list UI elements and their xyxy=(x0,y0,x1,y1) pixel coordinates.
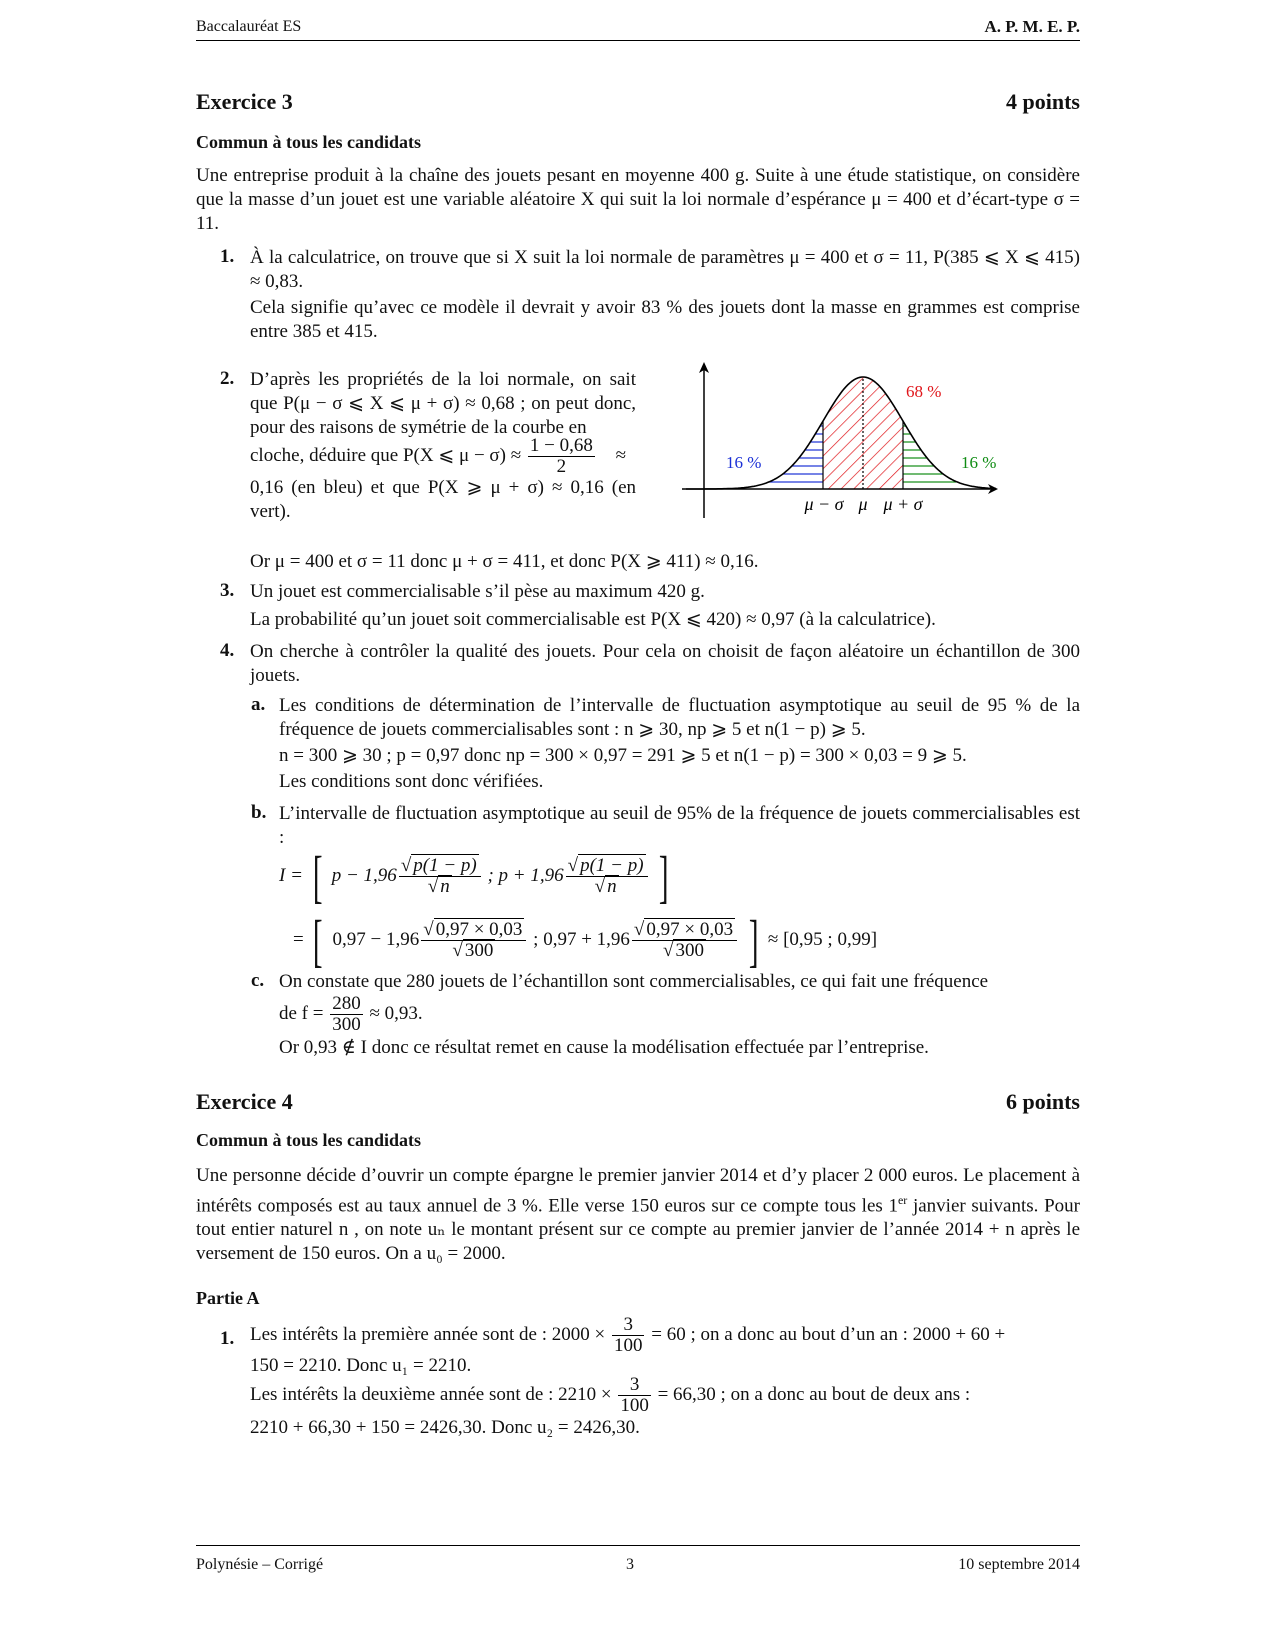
q2-line xyxy=(250,436,650,477)
formula1-a: p − 1,96 xyxy=(331,865,397,886)
ex4-title: Exercice 4 xyxy=(196,1089,293,1114)
ex4-intro-2: janvier suivants. Pour tout entier naturel n , on note uₙ le montant présent sur ce compte au premier janvier de l’année 2014 + n après le versement de 150 euros. On a u₀ = 2000. xyxy=(196,1195,1080,1265)
formula2-a: 0,97 − 1,96 xyxy=(332,929,420,950)
tick-mu: μ xyxy=(858,494,868,514)
ex3-title: Exercice 3 xyxy=(196,89,293,114)
q2-frac-top: 1 − 0,68 xyxy=(529,435,593,457)
q4a-conditions: Les conditions de détermination de l’intervalle de fluctuation asymptotique au seuil de 95 % de la fréquence de jouets commercialisables sont : n ⩾ 30, np ⩾ 5 et n(1 − p) ⩾ 5. xyxy=(279,695,1080,740)
q4-number: 4. xyxy=(220,640,235,661)
q2-fraction xyxy=(528,436,595,477)
formula1-sqrt-2: p(1 − p) xyxy=(580,855,644,877)
ex3-subtitle: Commun à tous les candidats xyxy=(196,132,422,152)
formula1-frac-1: $\frac{√ p(1 - p)}{√ n}$ xyxy=(399,856,481,897)
ex4-heading xyxy=(196,1090,1080,1114)
label-16-right: 16 % xyxy=(961,453,997,472)
q1-text: À la calculatrice, on trouve que si X suit la loi normale de paramètres μ = 400 et σ = 11, P(385 ⩽ X ⩽ 415) ≈ 0,83. xyxy=(250,247,1080,292)
p2-fraction xyxy=(618,1375,651,1416)
bracket-open: [ xyxy=(312,843,323,909)
formula1-lhs: I = xyxy=(279,865,303,886)
formula-numeric: = [ 0,97 − 1,96 $\frac{√ 0,97 \times 0,03}{√ 300}$ ; 0,97 + 1,96 $\frac{√ 0,97 \times 0,03}{√ 300}$ ] ≈ [0,95 ; 0,99] xyxy=(293,907,878,973)
formula2-result: ≈ [0,95 ; 0,99] xyxy=(767,929,878,950)
q4a-check: n = 300 ⩾ 30 ; p = 0,97 donc np = 300 × 0,97 = 291 ⩾ 5 et n(1 − p) = 300 × 0,03 = 9 ⩾ 5. xyxy=(279,745,967,766)
q2-numeric: Or μ = 400 et σ = 11 donc μ + σ = 411, et donc P(X ⩾ 411) ≈ 0,16. xyxy=(250,551,759,572)
page-header xyxy=(196,14,1080,41)
formula2-den-2: 300 xyxy=(675,940,704,962)
tick-mu-minus-sigma: μ − σ xyxy=(804,494,844,514)
q4b-text: L’intervalle de fluctuation asymptotique au seuil de 95% de la fréquence de jouets commercialisables est : xyxy=(279,803,1080,848)
p2-line xyxy=(250,1370,1080,1420)
partA-title: Partie A xyxy=(196,1288,260,1308)
area-right-tail xyxy=(903,421,956,489)
ex4-subtitle: Commun à tous les candidats xyxy=(196,1130,422,1150)
q2-pre: cloche, déduire que P(X ⩽ μ − σ) ≈ xyxy=(250,445,522,466)
q4c-frac-top: 280 xyxy=(332,993,361,1015)
q4a-conclusion: Les conditions sont donc vérifiées. xyxy=(279,771,544,792)
q4c-frequency xyxy=(279,992,1080,1036)
label-68: 68 % xyxy=(906,382,942,401)
q1-number: 1. xyxy=(220,246,235,267)
ex4-intro-sup-b: er xyxy=(897,1193,908,1207)
q2-result: 0,16 (en bleu) et que P(X ⩾ μ + σ) ≈ 0,16 (en vert). xyxy=(250,477,636,522)
q4c-frac-bottom: 300 xyxy=(332,1014,361,1036)
p1-fraction xyxy=(612,1315,645,1356)
p1-number: 1. xyxy=(220,1328,235,1349)
p2-pre: Les intérêts la deuxième année sont de : 2210 × xyxy=(250,1384,612,1405)
p2-post: = 66,30 ; on a donc au bout de deux ans : xyxy=(657,1384,971,1405)
formula1-den-2: n xyxy=(607,876,617,898)
q3-text: Un jouet est commercialisable s’il pèse au maximum 420 g. xyxy=(250,581,705,602)
q4b-number: b. xyxy=(251,802,267,823)
formula2-den-1: 300 xyxy=(464,940,494,962)
q3-result: La probabilité qu’un jouet soit commercialisable est P(X ⩽ 420) ≈ 0,97 (à la calculatrice). xyxy=(250,609,936,630)
p2-frac-bottom: 100 xyxy=(620,1395,649,1417)
p2-result: 2210 + 66,30 + 150 = 2426,30. Donc u₂ = 2426,30. xyxy=(250,1417,640,1438)
q4c-text: On constate que 280 jouets de l’échantillon sont commercialisables, ce qui fait une fréquence xyxy=(279,971,989,992)
q2-post: ≈ xyxy=(615,445,627,466)
ex4-intro-sup-a: 1 xyxy=(888,1195,898,1217)
q1-conclusion: Cela signifie qu’avec ce modèle il devrait y avoir 83 % des jouets dont la masse en grammes est comprise entre 385 et 415. xyxy=(250,297,1080,342)
q2-frac-bottom: 2 xyxy=(556,456,567,478)
tick-mu-plus-sigma: μ + σ xyxy=(883,494,923,514)
q3-number: 3. xyxy=(220,580,235,601)
formula2-sqrt-1: 0,97 × 0,03 xyxy=(435,919,523,941)
ex4-intro xyxy=(196,1164,1080,1266)
q4c-fraction xyxy=(330,994,363,1035)
p1-frac-top: 3 xyxy=(612,1315,645,1336)
p1-pre: Les intérêts la première année sont de : 2000 × xyxy=(250,1324,606,1345)
q2-text: D’après les propriétés de la loi normale, on sait que P(μ − σ ⩽ X ⩽ μ + σ) ≈ 0,68 ; on peut donc, pour des raisons de symétrie de la courbe en xyxy=(250,369,636,438)
footer-right: 10 septembre 2014 xyxy=(958,1556,1080,1573)
q4a-number: a. xyxy=(251,694,266,715)
q2-number: 2. xyxy=(220,368,235,389)
footer-page-number: 3 xyxy=(626,1556,634,1573)
formula1-frac-2: $\frac{√ p(1 - p)}{√ n}$ xyxy=(566,856,648,897)
header-left: Baccalauréat ES xyxy=(196,18,302,35)
q4c-pre: de f = xyxy=(279,1003,324,1024)
p1-line xyxy=(250,1310,1080,1360)
label-16-left: 16 % xyxy=(726,453,762,472)
p1-frac-bottom: 100 xyxy=(613,1335,643,1357)
formula2-frac-2: $\frac{√ 0,97 \times 0,03}{√ 300}$ xyxy=(632,920,737,961)
p2-frac-top: 3 xyxy=(618,1375,651,1396)
ex3-points: 4 points xyxy=(1006,89,1080,114)
formula1-sep: ; p + 1,96 xyxy=(487,865,564,886)
normal-curve-chart xyxy=(666,358,1016,528)
ex4-points: 6 points xyxy=(1006,1089,1080,1114)
page-footer xyxy=(196,1545,1080,1576)
formula2-frac-1: $\frac{√ 0,97 \times 0,03}{√ 300}$ xyxy=(421,920,526,961)
q4c-number: c. xyxy=(251,970,265,991)
formula2-sqrt-2: 0,97 × 0,03 xyxy=(646,919,734,941)
footer-left: Polynésie – Corrigé xyxy=(196,1556,324,1573)
ex3-heading xyxy=(196,90,1080,114)
q4-text: On cherche à contrôler la qualité des jouets. Pour cela on choisit de façon aléatoire un échantillon de 300 jouets. xyxy=(250,641,1080,686)
p1-post: = 60 ; on a donc au bout d’un an : 2000 + 60 + xyxy=(651,1324,1006,1345)
formula2-lhs: = xyxy=(293,929,304,950)
p1-result: 150 = 2210. Donc u₁ = 2210. xyxy=(250,1355,472,1376)
bracket-close: ] xyxy=(659,843,669,909)
ex3-intro: Une entreprise produit à la chaîne des jouets pesant en moyenne 400 g. Suite à une étude statistique, on considère que la masse d’un jouet est une variable aléatoire X qui suit la loi normale d’espérance μ = 400 et d’écart-type σ = 11. xyxy=(196,165,1080,234)
formula1-sqrt-1: p(1 − p) xyxy=(413,855,477,877)
formula2-sep: ; 0,97 + 1,96 xyxy=(533,929,630,950)
q4c-conclusion: Or 0,93 ∉ I donc ce résultat remet en cause la modélisation effectuée par l’entreprise. xyxy=(279,1037,929,1058)
formula1-den-1: n xyxy=(440,876,450,898)
q4c-post: ≈ 0,93. xyxy=(369,1003,423,1024)
header-right: A. P. M. E. P. xyxy=(984,17,1080,36)
formula-interval xyxy=(279,843,1080,909)
ex4-intro-1: Une personne décide d’ouvrir un compte épargne le premier janvier 2014 et d’y placer 2 000 euros. Le placement à intérêts composés est au taux annuel de 3 %. Elle verse 150 euros sur ce compte tous les xyxy=(196,1165,1080,1217)
